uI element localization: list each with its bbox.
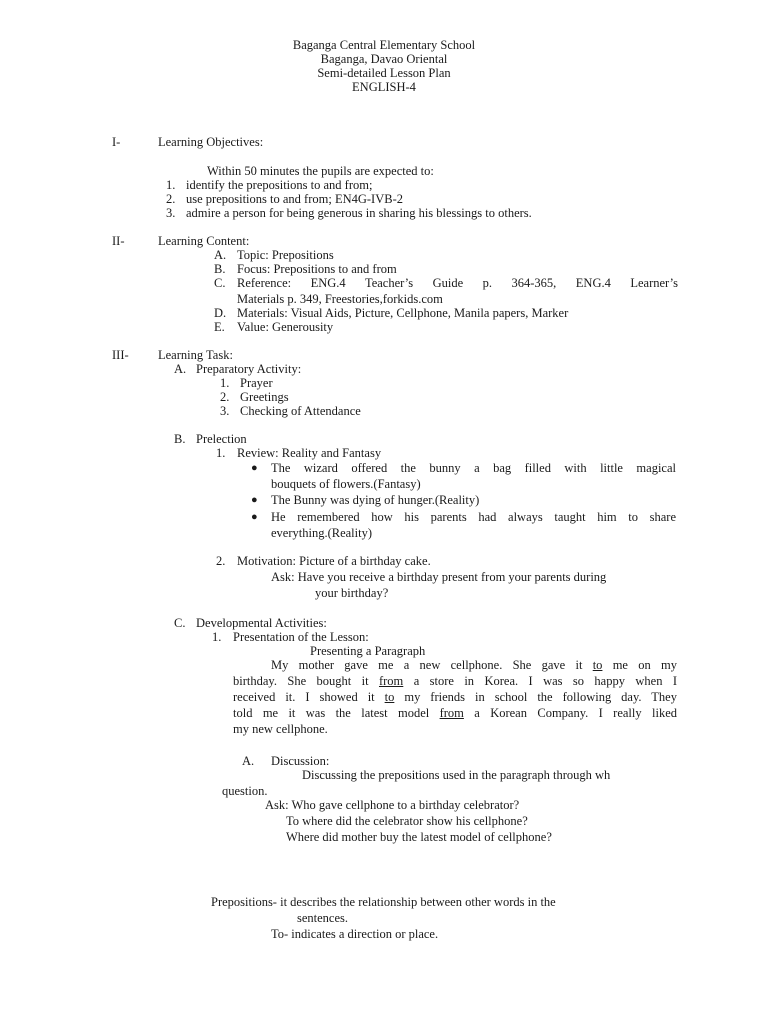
presentation-subtitle: Presenting a Paragraph: [310, 644, 426, 658]
discussion-title: Discussion:: [271, 754, 330, 768]
list-letter: A.: [214, 248, 227, 262]
objectives-intro: Within 50 minutes the pupils are expected to:: [207, 164, 434, 178]
list-number: 3.: [220, 404, 230, 418]
school-location: Baganga, Davao Oriental: [320, 52, 448, 66]
review-title: Review: Reality and Fantasy: [237, 446, 382, 460]
list-letter: A.: [174, 362, 187, 376]
motivation-ask: Ask: Have you receive a birthday present from your parents during: [271, 570, 607, 584]
preposition-underlined: from: [439, 706, 464, 720]
preposition-underlined: from: [378, 674, 404, 688]
list-item: admire a person for being generous in sharing his blessings to others.: [186, 206, 532, 220]
list-letter: E.: [214, 320, 225, 334]
list-letter: C.: [174, 616, 186, 630]
subject-title: ENGLISH-4: [352, 80, 416, 94]
preposition-underlined: to: [592, 658, 603, 672]
section-title: Learning Task:: [158, 348, 233, 362]
list-item: use prepositions to and from; EN4G-IVB-2: [186, 192, 403, 206]
list-number: 1.: [212, 630, 222, 644]
subsection-title: Preparatory Activity:: [196, 362, 302, 376]
list-number: 2.: [220, 390, 230, 404]
section-numeral: I-: [112, 135, 121, 149]
list-item: Checking of Attendance: [240, 404, 361, 418]
to-definition: To- indicates a direction or place.: [271, 927, 439, 941]
bullet-icon: ●: [251, 511, 258, 523]
list-item: Prayer: [240, 376, 273, 390]
paragraph-line: birthday. She bought it from a store in Korea. I was so happy when I: [233, 674, 678, 688]
list-letter: B.: [214, 262, 226, 276]
list-item-continued: Materials p. 349, Freestories,forkids.com: [237, 292, 443, 306]
list-number: 1.: [220, 376, 230, 390]
list-item: Focus: Prepositions to and from: [237, 262, 397, 276]
bullet-icon: ●: [251, 494, 258, 506]
motivation-title: Motivation: Picture of a birthday cake.: [237, 554, 431, 568]
list-item: identify the prepositions to and from;: [186, 178, 373, 192]
list-letter: A.: [242, 754, 255, 768]
list-number: 1.: [216, 446, 226, 460]
section-title: Learning Objectives:: [158, 135, 264, 149]
subsection-title: Developmental Activities:: [196, 616, 327, 630]
list-number: 2.: [216, 554, 226, 568]
list-letter: C.: [214, 276, 226, 290]
paragraph-line: told me it was the latest model from a Korean Company. I really liked: [233, 706, 677, 720]
paragraph-line: my new cellphone.: [233, 722, 328, 736]
section-numeral: III-: [112, 348, 129, 362]
bullet-text-continued: bouquets of flowers.(Fantasy): [271, 477, 421, 491]
list-item: Topic: Prepositions: [237, 248, 334, 262]
list-letter: D.: [214, 306, 227, 320]
list-letter: B.: [174, 432, 186, 446]
list-item: Reference: ENG.4 Teacher’s Guide p. 364-365, ENG.4 Learner’s: [237, 276, 678, 290]
presentation-title: Presentation of the Lesson:: [233, 630, 369, 644]
list-number: 2.: [166, 192, 176, 206]
discussion-text-continued: question.: [222, 784, 268, 798]
paragraph-line: received it. I showed it to my friends in school the following day. They: [233, 690, 677, 704]
discussion-text: Discussing the prepositions used in the paragraph through wh: [302, 768, 611, 782]
list-number: 1.: [166, 178, 176, 192]
discussion-question: Where did mother buy the latest model of cellphone?: [286, 830, 552, 844]
list-item: Greetings: [240, 390, 289, 404]
bullet-icon: ●: [251, 462, 258, 474]
preposition-definition: Prepositions- it describes the relationship between other words in the: [211, 895, 556, 909]
document-type: Semi-detailed Lesson Plan: [317, 66, 451, 80]
bullet-text: The wizard offered the bunny a bag filled with little magical: [271, 461, 676, 475]
preposition-definition-continued: sentences.: [297, 911, 349, 925]
list-item: Materials: Visual Aids, Picture, Cellphone, Manila papers, Marker: [237, 306, 569, 320]
section-numeral: II-: [112, 234, 125, 248]
motivation-ask-continued: your birthday?: [315, 586, 389, 600]
school-name: Baganga Central Elementary School: [292, 38, 476, 52]
list-item: Value: Generousity: [237, 320, 334, 334]
bullet-text: He remembered how his parents had always taught him to share: [271, 510, 676, 524]
preposition-underlined: to: [384, 690, 395, 704]
subsection-title: Prelection: [196, 432, 247, 446]
section-title: Learning Content:: [158, 234, 250, 248]
paragraph-line: My mother gave me a new cellphone. She gave it to me on my: [271, 658, 677, 672]
discussion-question: To where did the celebrator show his cellphone?: [286, 814, 528, 828]
discussion-question: Ask: Who gave cellphone to a birthday celebrator?: [265, 798, 520, 812]
list-number: 3.: [166, 206, 176, 220]
bullet-text: The Bunny was dying of hunger.(Reality): [271, 493, 480, 507]
bullet-text-continued: everything.(Reality): [271, 526, 373, 540]
